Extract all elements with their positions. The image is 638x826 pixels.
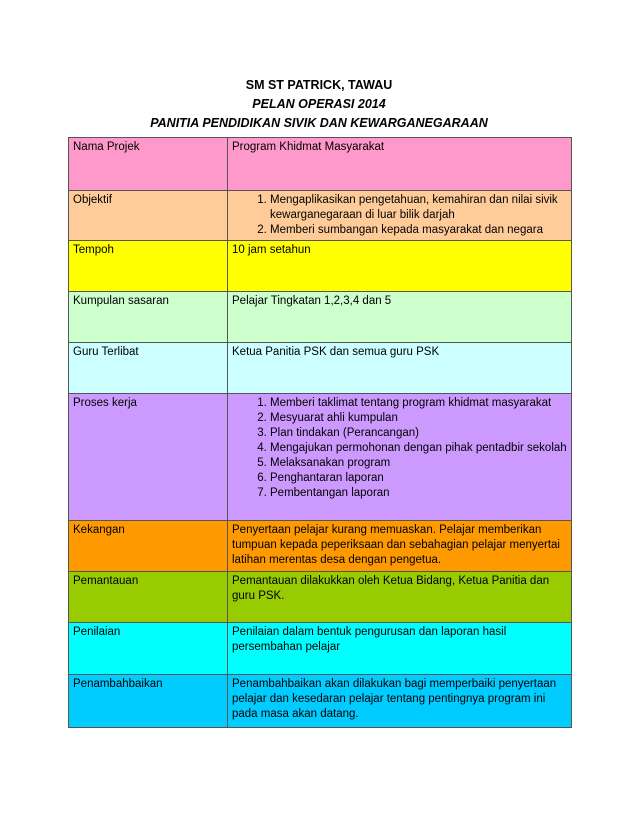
process-list — [232, 396, 567, 501]
operation-plan-table — [68, 137, 572, 728]
row-value — [228, 191, 572, 241]
row-label: Tempoh — [69, 241, 228, 292]
row-label: Guru Terlibat — [69, 343, 228, 394]
row-value — [228, 394, 572, 521]
committee-title: PANITIA PENDIDIKAN SIVIK DAN KEWARGANEGARAAN — [150, 116, 488, 130]
row-label: Kekangan — [69, 521, 228, 572]
list-item: 6. Penghantaran laporan — [270, 471, 567, 486]
row-label: Kumpulan sasaran — [69, 292, 228, 343]
list-item: 4. Mengajukan permohonan dengan pihak pentadbir sekolah — [270, 441, 567, 456]
list-item: 7. Pembentangan laporan — [270, 486, 567, 501]
row-label: Nama Projek — [69, 138, 228, 191]
row-value: Program Khidmat Masyarakat — [228, 138, 572, 191]
row-penambahbaikan — [69, 675, 572, 728]
row-proses-kerja — [69, 394, 572, 521]
row-value: Penyertaan pelajar kurang memuaskan. Pelajar memberikan tumpuan kepada peperiksaan dan sebahagian pelajar menyertai latihan merentas desa dengan pengetua. — [228, 521, 572, 572]
list-item: 1. Memberi taklimat tentang program khidmat masyarakat — [270, 396, 567, 411]
row-label: Penambahbaikan — [69, 675, 228, 728]
row-pemantauan — [69, 572, 572, 623]
row-label: Objektif — [69, 191, 228, 241]
row-label: Pemantauan — [69, 572, 228, 623]
list-item: 2. Memberi sumbangan kepada masyarakat dan negara — [270, 223, 567, 238]
list-item: 5. Melaksanakan program — [270, 456, 567, 471]
list-item: 2. Mesyuarat ahli kumpulan — [270, 411, 567, 426]
list-item: 1. Mengaplikasikan pengetahuan, kemahiran dan nilai sivik kewarganegaraan di luar bilik darjah — [270, 193, 567, 223]
row-tempoh — [69, 241, 572, 292]
row-objektif — [69, 191, 572, 241]
document-header — [0, 76, 638, 133]
objective-list — [232, 193, 567, 238]
row-value: Penilaian dalam bentuk pengurusan dan laporan hasil persembahan pelajar — [228, 623, 572, 675]
row-nama-projek — [69, 138, 572, 191]
row-value: 10 jam setahun — [228, 241, 572, 292]
row-value: Ketua Panitia PSK dan semua guru PSK — [228, 343, 572, 394]
row-kumpulan-sasaran — [69, 292, 572, 343]
row-penilaian — [69, 623, 572, 675]
plan-title: PELAN OPERASI 2014 — [252, 97, 386, 111]
row-value: Pelajar Tingkatan 1,2,3,4 dan 5 — [228, 292, 572, 343]
school-name: SM ST PATRICK, TAWAU — [245, 78, 393, 92]
row-guru-terlibat — [69, 343, 572, 394]
row-value: Penambahbaikan akan dilakukan bagi memperbaiki penyertaan pelajar dan kesedaran pelajar tentang pentingnya program ini pada masa akan datang. — [228, 675, 572, 728]
row-value: Pemantauan dilakukkan oleh Ketua Bidang, Ketua Panitia dan guru PSK. — [228, 572, 572, 623]
row-kekangan — [69, 521, 572, 572]
row-label: Proses kerja — [69, 394, 228, 521]
row-label: Penilaian — [69, 623, 228, 675]
list-item: 3. Plan tindakan (Perancangan) — [270, 426, 567, 441]
